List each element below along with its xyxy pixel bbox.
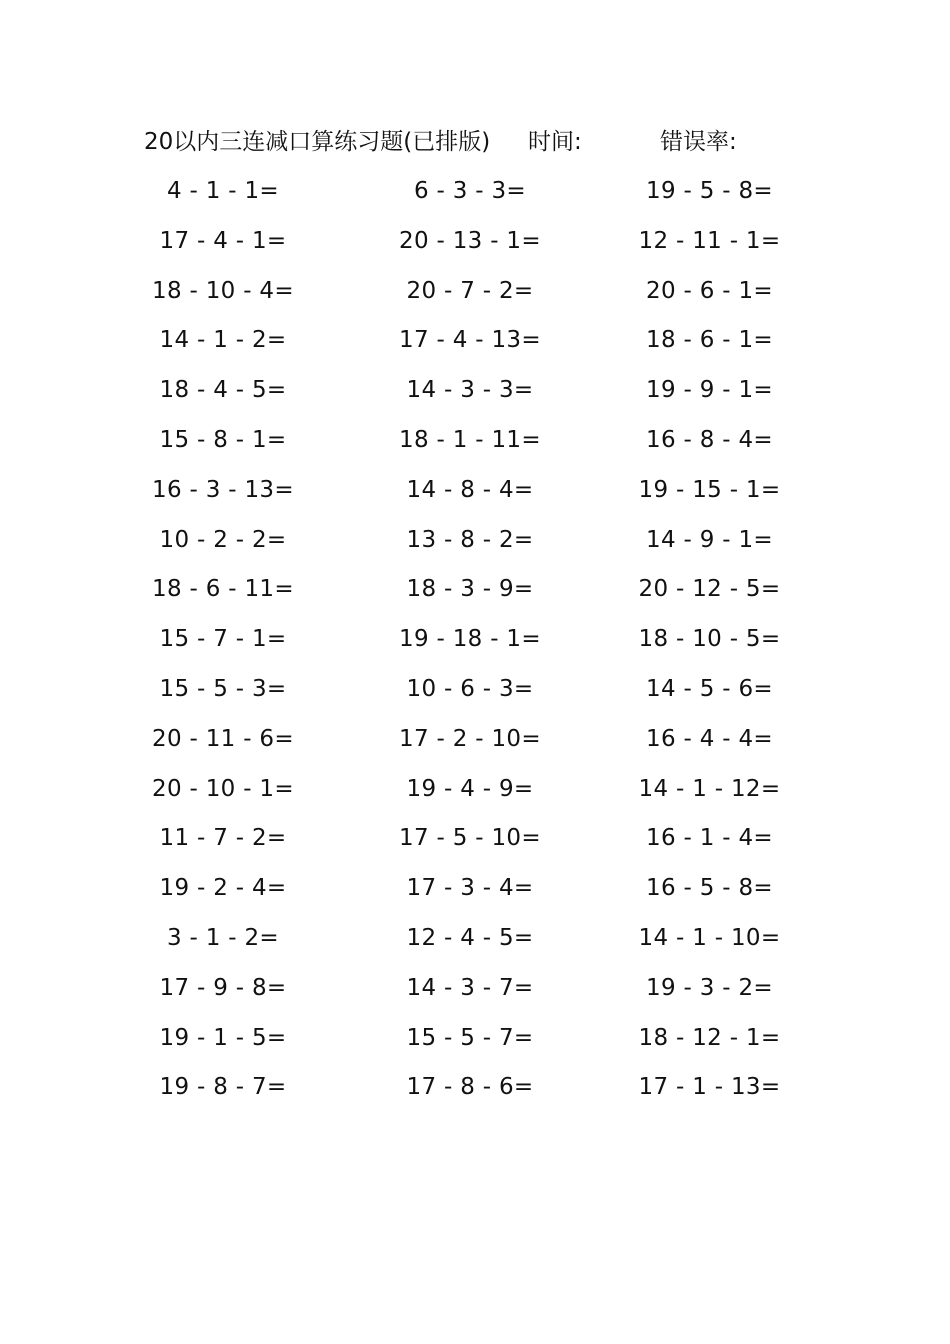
problem-row <box>0 371 950 421</box>
problem-row <box>0 222 950 272</box>
problem-item: 15 - 7 - 1= <box>159 626 287 653</box>
problem-item: 14 - 1 - 10= <box>638 924 781 951</box>
problem-item: 14 - 8 - 4= <box>406 476 534 503</box>
problem-item: 19 - 8 - 7= <box>159 1074 287 1101</box>
problem-row <box>0 321 950 371</box>
problem-row <box>0 521 950 571</box>
error-rate-label: 错误率: <box>660 129 737 155</box>
worksheet-title: 20以内三连减口算练习题(已排版) <box>144 129 491 155</box>
problem-item: 18 - 12 - 1= <box>638 1024 781 1051</box>
problem-item: 20 - 6 - 1= <box>646 277 773 304</box>
problem-item: 16 - 5 - 8= <box>646 875 773 902</box>
problem-item: 19 - 4 - 9= <box>406 775 534 802</box>
problem-row <box>0 1019 950 1069</box>
problem-item: 19 - 15 - 1= <box>638 476 781 503</box>
problem-item: 14 - 5 - 6= <box>646 675 773 702</box>
problem-item: 16 - 4 - 4= <box>646 725 773 752</box>
problem-item: 19 - 9 - 1= <box>646 377 773 404</box>
problem-row <box>0 819 950 869</box>
problem-item: 20 - 7 - 2= <box>406 277 534 304</box>
problem-item: 20 - 10 - 1= <box>152 775 294 802</box>
problem-item: 17 - 1 - 13= <box>638 1074 781 1101</box>
problem-row <box>0 1068 950 1118</box>
problem-item: 19 - 3 - 2= <box>646 974 773 1001</box>
problem-item: 12 - 4 - 5= <box>406 924 534 951</box>
problem-item: 19 - 1 - 5= <box>159 1024 287 1051</box>
problem-row <box>0 720 950 770</box>
problem-row <box>0 172 950 222</box>
problem-item: 19 - 5 - 8= <box>646 178 773 204</box>
problem-item: 4 - 1 - 1= <box>166 178 279 204</box>
problem-item: 19 - 18 - 1= <box>399 626 541 653</box>
problem-item: 10 - 6 - 3= <box>406 675 534 702</box>
problem-item: 18 - 3 - 9= <box>406 576 534 603</box>
problem-row <box>0 421 950 471</box>
problem-item: 17 - 2 - 10= <box>399 725 541 752</box>
problem-item: 18 - 10 - 5= <box>638 626 781 653</box>
problem-item: 14 - 9 - 1= <box>646 526 773 553</box>
problem-row <box>0 471 950 521</box>
problem-item: 15 - 5 - 3= <box>159 675 287 702</box>
problem-item: 20 - 13 - 1= <box>399 227 541 254</box>
problem-item: 18 - 10 - 4= <box>152 277 294 304</box>
problem-item: 14 - 1 - 12= <box>638 775 781 802</box>
problem-row <box>0 620 950 670</box>
problem-item: 14 - 3 - 3= <box>406 377 534 404</box>
problem-item: 20 - 11 - 6= <box>152 725 294 752</box>
problem-item: 18 - 6 - 1= <box>646 327 773 354</box>
problem-item: 14 - 3 - 7= <box>406 974 534 1001</box>
problem-item: 15 - 8 - 1= <box>159 426 287 453</box>
worksheet-header <box>0 124 950 160</box>
problem-item: 20 - 12 - 5= <box>638 576 781 603</box>
problem-row <box>0 670 950 720</box>
problem-item: 19 - 2 - 4= <box>159 875 287 902</box>
problem-item: 18 - 4 - 5= <box>159 377 287 404</box>
problem-item: 10 - 2 - 2= <box>159 526 287 553</box>
problem-row <box>0 969 950 1019</box>
problem-item: 16 - 3 - 13= <box>152 476 294 503</box>
problem-item: 17 - 3 - 4= <box>406 875 534 902</box>
problem-item: 18 - 6 - 11= <box>152 576 294 603</box>
problem-item: 13 - 8 - 2= <box>406 526 534 553</box>
problem-row <box>0 570 950 620</box>
time-label: 时间: <box>528 129 582 155</box>
problem-item: 12 - 11 - 1= <box>638 227 781 254</box>
problem-item: 17 - 4 - 13= <box>399 327 541 354</box>
problem-item: 17 - 9 - 8= <box>159 974 287 1001</box>
problem-grid <box>0 172 950 1118</box>
problem-item: 16 - 8 - 4= <box>646 426 773 453</box>
problem-row <box>0 770 950 820</box>
problem-item: 17 - 5 - 10= <box>399 825 541 852</box>
problem-item: 6 - 3 - 3= <box>413 178 526 204</box>
problem-row <box>0 272 950 322</box>
problem-item: 16 - 1 - 4= <box>646 825 773 852</box>
problem-row <box>0 869 950 919</box>
problem-row <box>0 919 950 969</box>
problem-item: 15 - 5 - 7= <box>406 1024 534 1051</box>
problem-item: 17 - 4 - 1= <box>159 227 287 254</box>
problem-item: 14 - 1 - 2= <box>159 327 287 354</box>
problem-item: 3 - 1 - 2= <box>166 924 279 951</box>
problem-item: 17 - 8 - 6= <box>406 1074 534 1101</box>
problem-item: 18 - 1 - 11= <box>399 426 541 453</box>
problem-item: 11 - 7 - 2= <box>159 825 287 852</box>
